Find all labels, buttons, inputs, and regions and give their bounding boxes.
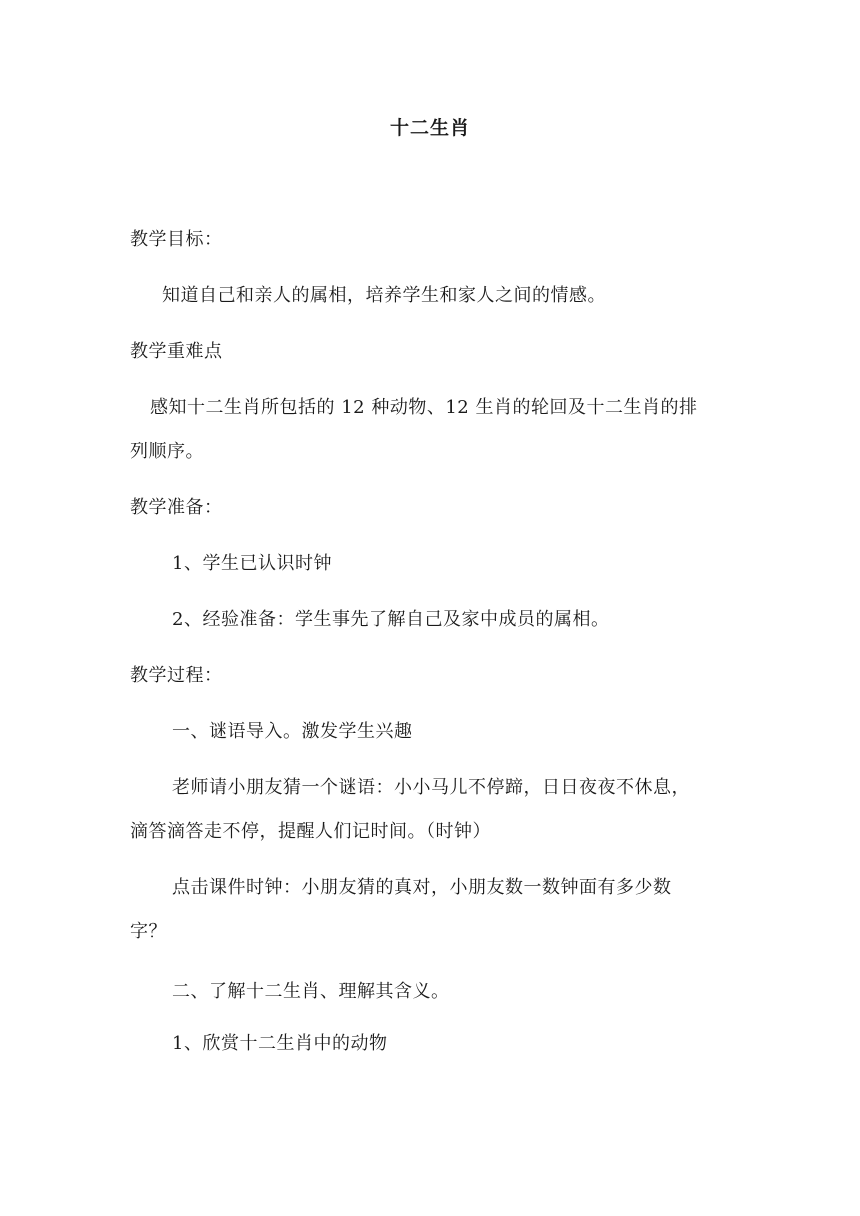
section2-item-1: 1、欣赏十二生肖中的动物 [172,1033,388,1054]
keypoints-text-line2: 列顺序。 [130,441,204,462]
section1-heading: 一、谜语导入。激发学生兴趣 [172,721,413,742]
preparation-item-1: 1、学生已认识时钟 [172,553,332,574]
section1-paragraph1-line2: 滴答滴答走不停，提醒人们记时间。（时钟） [130,821,491,842]
section1-paragraph2-line1: 点击课件时钟：小朋友猜的真对，小朋友数一数钟面有多少数 [172,877,672,898]
keypoints-heading: 教学重难点 [130,341,223,362]
document-title: 十二生肖 [389,117,470,139]
section2-heading: 二、了解十二生肖、理解其含义。 [172,981,450,1002]
process-heading: 教学过程： [130,665,223,686]
section1-paragraph1-line1: 老师请小朋友猜一个谜语：小小马儿不停蹄，日日夜夜不休息， [172,777,690,798]
objectives-text: 知道自己和亲人的属相，培养学生和家人之间的情感。 [162,285,606,306]
keypoints-text-line1: 感知十二生肖所包括的 12 种动物、12 生肖的轮回及十二生肖的排 [150,397,698,418]
preparation-heading: 教学准备： [130,497,223,518]
preparation-item-2: 2、经验准备：学生事先了解自己及家中成员的属相。 [172,609,610,630]
section1-paragraph2-line2: 字？ [130,921,167,942]
objectives-heading: 教学目标： [130,229,223,250]
